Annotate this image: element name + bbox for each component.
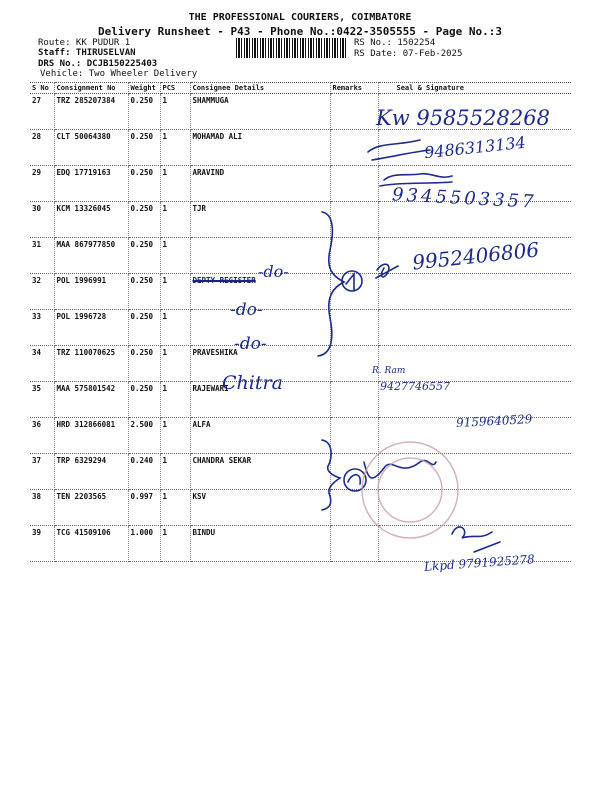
signature-27: Kw 9585528268 [376,106,550,130]
consignee-cell: DEPTY REGISTER [190,274,330,310]
sno-cell: 29 [30,166,54,202]
consignee-cell: CHANDRA SEKAR [190,454,330,490]
weight-cell: 0.250 [128,382,160,418]
company-title: THE PROFESSIONAL COURIERS, COIMBATORE [188,12,412,23]
weight-cell: 0.250 [128,310,160,346]
pcs-cell: 1 [160,274,190,310]
sno-cell: 35 [30,382,54,418]
consignee-cell: PRAVESHIKA [190,346,330,382]
col-weight: Weight [128,83,160,94]
sno-cell: 30 [30,202,54,238]
signature-39: Lkpd 9791925278 [423,552,536,574]
consignee-cell: ARAVIND [190,166,330,202]
consignment-cell: TRP 6329294 [54,454,128,490]
vehicle-label: Vehicle: Two Wheeler Delivery [40,69,198,79]
col-consignment: Consignment No [54,83,128,94]
consignment-cell: POL 1996991 [54,274,128,310]
sno-cell: 38 [30,490,54,526]
signature-circle [342,271,362,291]
consignment-cell: TCG 41509106 [54,526,128,562]
consignment-cell: POL 1996728 [54,310,128,346]
weight-cell: 0.250 [128,94,160,130]
sno-cell: 28 [30,130,54,166]
ditto-mark-3: -do- [234,334,267,354]
signature-31: 9952406806 [411,237,541,275]
weight-cell: 0.250 [128,346,160,382]
consignee-cell: RAJEWARI [190,382,330,418]
pcs-cell: 1 [160,382,190,418]
sno-cell: 37 [30,454,54,490]
weight-cell: 1.000 [128,526,160,562]
pcs-cell: 1 [160,454,190,490]
consignee-cell: KSV [190,490,330,526]
consignment-cell: MAA 575801542 [54,382,128,418]
pcs-cell: 1 [160,418,190,454]
seal-stamp [362,442,458,538]
consignment-cell: TRZ 285207384 [54,94,128,130]
sno-cell: 33 [30,310,54,346]
consignee-cell: BINDU [190,526,330,562]
consignment-cell: TRZ 110070625 [54,346,128,382]
sno-cell: 36 [30,418,54,454]
weight-cell: 0.250 [128,274,160,310]
consignee-cell: MOHAMAD ALI [190,130,330,166]
staff-label: Staff: THIRUSELVAN [38,48,136,58]
consignment-cell: TEN 2203565 [54,490,128,526]
consignment-cell: EDQ 17719163 [54,166,128,202]
sno-cell: 27 [30,94,54,130]
ditto-mark-2: -do- [230,300,263,320]
runsheet-subtitle: Delivery Runsheet - P43 - Phone No.:0422-3505555 - Page No.:3 [98,25,502,38]
brace-mark-2 [322,440,340,510]
pcs-cell: 1 [160,490,190,526]
route-label: Route: KK PUDUR 1 [38,38,131,48]
consignment-cell: HRD 312866081 [54,418,128,454]
pcs-cell: 1 [160,346,190,382]
signature-35: 9159640529 [455,412,533,430]
pcs-cell: 1 [160,238,190,274]
col-remarks: Remarks [330,83,378,94]
weight-cell: 0.250 [128,202,160,238]
col-sno: S No [30,83,54,94]
weight-cell: 2.500 [128,418,160,454]
sno-cell: 34 [30,346,54,382]
ditto-mark-1: -do- [258,262,289,281]
col-seal-signature: Seal & Signature [378,83,571,94]
sno-cell: 32 [30,274,54,310]
consignment-cell: KCM 13326045 [54,202,128,238]
signature-34-initials: R. Ram [372,366,406,376]
drs-number: DRS No.: DCJB150225403 [38,59,158,69]
consignee-cell: ALFA [190,418,330,454]
pcs-cell: 1 [160,310,190,346]
weight-cell: 0.250 [128,238,160,274]
consignee-cell: SHAMMUGA [190,94,330,130]
weight-cell: 0.240 [128,454,160,490]
consignment-cell: MAA 867977850 [54,238,128,274]
rs-number: RS No.: 1502254 [354,38,436,48]
weight-cell: 0.250 [128,130,160,166]
sno-cell: 31 [30,238,54,274]
brace-mark [318,212,344,356]
signature-34-phone: 9427746557 [380,380,450,393]
col-pcs: PCS [160,83,190,94]
weight-cell: 0.997 [128,490,160,526]
pcs-cell: 1 [160,130,190,166]
pcs-cell: 1 [160,166,190,202]
pcs-cell: 1 [160,94,190,130]
col-consignee: Consignee Details [190,83,330,94]
consignment-cell: CLT 50064380 [54,130,128,166]
signature-29: 9345503357 [391,184,537,213]
pcs-cell: 1 [160,526,190,562]
rs-date: RS Date: 07-Feb-2025 [354,49,463,59]
pcs-cell: 1 [160,202,190,238]
signature-34-name: Chitra [222,372,283,394]
sno-cell: 39 [30,526,54,562]
weight-cell: 0.250 [128,166,160,202]
signature-28: 9486313134 [423,132,527,163]
consignee-cell: TJR [190,202,330,238]
